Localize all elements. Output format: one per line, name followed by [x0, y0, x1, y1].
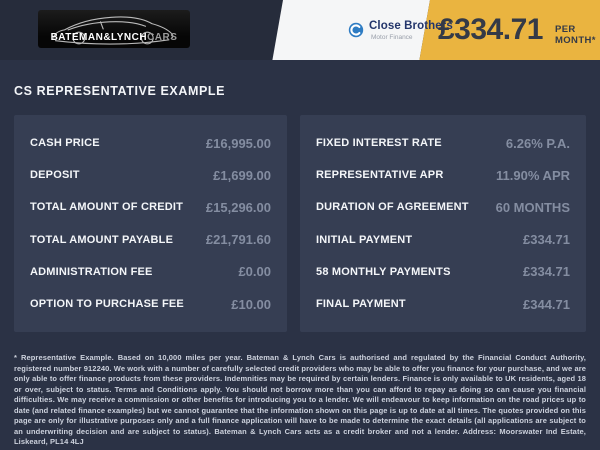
monthly-price-amount: £334.71	[438, 13, 543, 46]
row-label: FINAL PAYMENT	[316, 298, 406, 311]
table-row	[316, 191, 570, 223]
row-value: £16,995.00	[205, 135, 271, 151]
finance-cards	[14, 115, 586, 332]
monthly-price-banner	[438, 0, 600, 60]
row-label: REPRESENTATIVE APR	[316, 169, 444, 182]
table-row	[30, 159, 271, 191]
row-label: DURATION OF AGREEMENT	[316, 201, 469, 214]
table-row	[30, 127, 271, 159]
row-value: £21,791.60	[205, 232, 271, 248]
table-row	[316, 256, 570, 288]
table-row	[316, 159, 570, 191]
row-label: 58 MONTHLY PAYMENTS	[316, 265, 451, 278]
row-value: 11.90% APR	[496, 167, 570, 183]
row-value: £15,296.00	[205, 199, 271, 215]
row-value: £334.71	[523, 232, 570, 248]
row-label: TOTAL AMOUNT OF CREDIT	[30, 201, 184, 214]
table-row	[316, 288, 570, 320]
lender-name: Close Brothers	[369, 20, 453, 32]
row-label: CASH PRICE	[30, 137, 100, 150]
row-value: £334.71	[523, 264, 570, 280]
page-title: CS REPRESENTATIVE EXAMPLE	[14, 84, 226, 98]
row-value: £0.00	[238, 264, 271, 280]
table-row	[30, 224, 271, 256]
table-row	[30, 288, 271, 320]
row-value: £1,699.00	[213, 167, 271, 183]
dealer-logo-text: BATEMAN&LYNCHCARS	[50, 32, 178, 43]
row-label: OPTION TO PURCHASE FEE	[30, 298, 184, 311]
legal-disclaimer-text: * Representative Example. Based on 10,000 miles per year. Bateman & Lynch Cars is authorised and regulated by the Financial Conduct Authority, registered number 912240. We work with a number of carefully selected credit providers who may be able to offer you finance for your purchase, and we are only able to offer finance products from these providers. Indemnities may be required by certain lenders. Finance is only available to UK residents, aged 18 or over, subject to status. Terms and Conditions apply. You should not borrow more than you can afford to repay as doing so can cause you financial difficulties. We may receive a commission or other benefits for introducing you to a lender. We will endeavour to keep information on the road prices up to date (and related finance examples) but we cannot guarantee that the information shown on this page is up to date at all times. The quotes provided on this page are only for illustrative purposes only and a full finance application will have to be made to determine the exact details (all applications are subject to an underwriting decision and are subject to status). Bateman & Lynch Cars acts as a credit broker and not a lender. Address: Moorswater Ind Estate, Liskeard, PL14 4LJ	[14, 353, 586, 447]
row-label: DEPOSIT	[30, 169, 80, 182]
row-value: £344.71	[523, 296, 570, 312]
row-label: FIXED INTEREST RATE	[316, 137, 442, 150]
header	[0, 0, 600, 60]
table-row	[316, 224, 570, 256]
finance-card-amounts	[14, 115, 287, 332]
row-label: ADMINISTRATION FEE	[30, 265, 153, 278]
row-value: £10.00	[231, 296, 271, 312]
lender-subtitle: Motor Finance	[371, 33, 413, 41]
row-label: TOTAL AMOUNT PAYABLE	[30, 233, 174, 246]
row-label: INITIAL PAYMENT	[316, 233, 413, 246]
row-value: 60 MONTHS	[495, 199, 570, 215]
table-row	[30, 191, 271, 223]
monthly-price-per-label: PER MONTH*	[554, 23, 596, 46]
dealer-logo[interactable]	[38, 10, 190, 48]
table-row	[316, 127, 570, 159]
table-row	[30, 256, 271, 288]
finance-card-terms	[300, 115, 586, 332]
close-brothers-icon	[348, 21, 364, 43]
row-value: 6.26% P.A.	[505, 135, 570, 151]
